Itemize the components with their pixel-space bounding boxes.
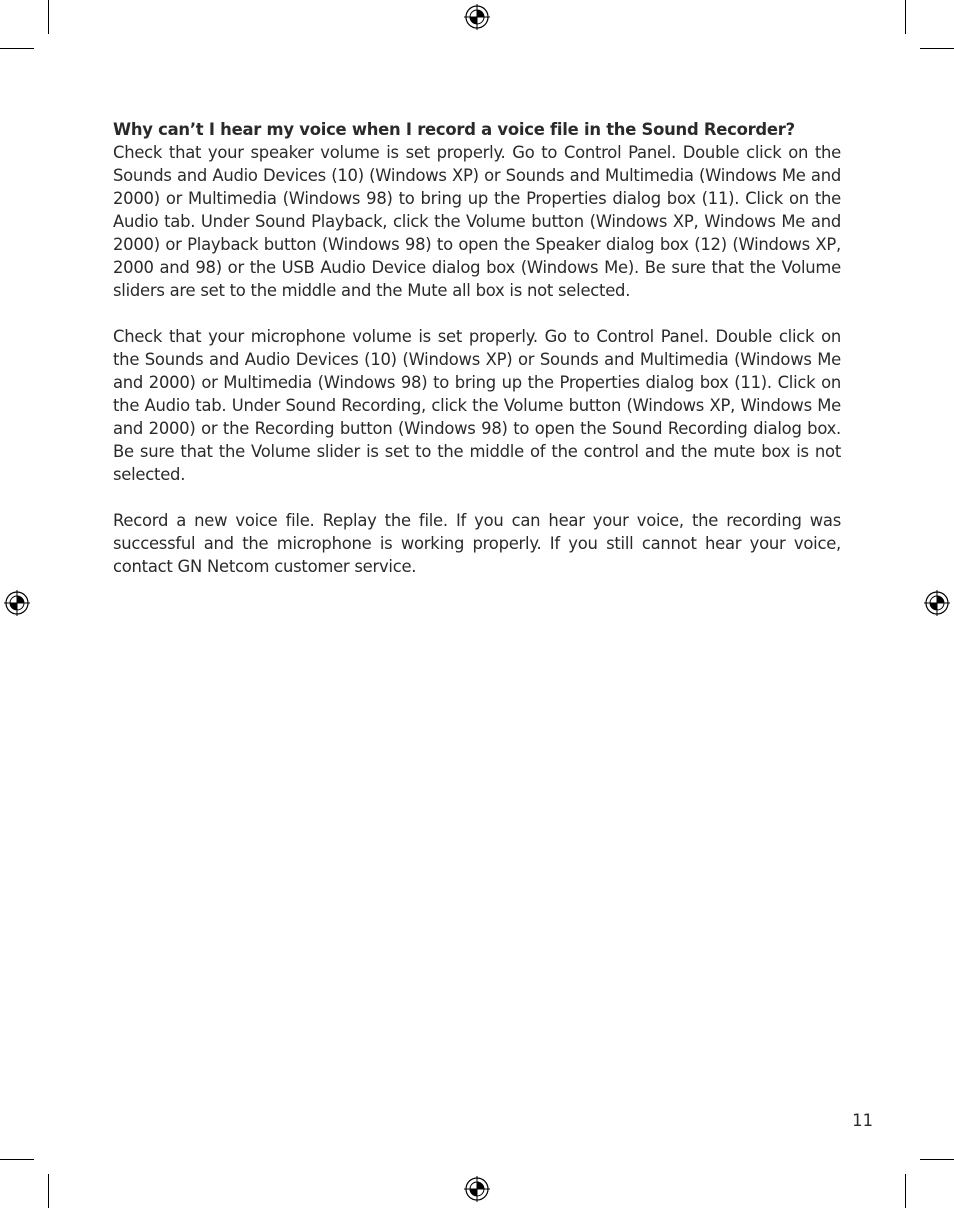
paragraph-record-test: Record a new voice file. Replay the file. If you can hear your voice, the recording was successful and the microphone is working properly. If you still cannot hear your voice, contact GN Netcom customer service.	[113, 511, 841, 576]
registration-mark-icon	[464, 1176, 490, 1202]
crop-mark-top-right-vertical	[905, 0, 906, 34]
page-number: 11	[852, 1111, 873, 1130]
registration-mark-icon	[464, 4, 490, 30]
registration-mark-icon	[4, 590, 30, 616]
paragraph-speaker-volume: Check that your speaker volume is set properly. Go to Control Panel. Double click on the Sounds and Audio Devices (10) (Windows XP) or Sounds and Multimedia (Windows Me and 2000) or Multimedia (Windows 98) to bring up the Properties dialog box (11). Click on the Audio tab. Under Sound Playback, click the Volume button (Windows XP, Windows Me and 2000) or Playback button (Windows 98) to open the Speaker dialog box (12) (Windows XP, 2000 and 98) or the USB Audio Device dialog box (Windows Me). Be sure that the Volume sliders are set to the middle and the Mute all box is not selected.	[113, 143, 841, 300]
crop-mark-top-right-horizontal	[920, 48, 954, 49]
crop-mark-bottom-right-vertical	[905, 1174, 906, 1208]
faq-question-heading: Why can’t I hear my voice when I record a voice file in the Sound Recorder?	[113, 120, 795, 139]
crop-mark-bottom-left-vertical	[48, 1174, 49, 1208]
faq-content	[113, 118, 841, 578]
registration-mark-icon	[924, 590, 950, 616]
crop-mark-top-left-horizontal	[0, 48, 34, 49]
crop-mark-bottom-left-horizontal	[0, 1159, 34, 1160]
crop-mark-bottom-right-horizontal	[920, 1159, 954, 1160]
paragraph-microphone-volume: Check that your microphone volume is set properly. Go to Control Panel. Double click on the Sounds and Audio Devices (10) (Windows XP) or Sounds and Multimedia (Windows Me and 2000) or Multimedia (Windows 98) to bring up the Properties dialog box (11). Click on the Audio tab. Under Sound Recording, click the Volume button (Windows XP, Windows Me and 2000) or the Recording button (Windows 98) to open the Sound Recording dialog box. Be sure that the Volume slider is set to the middle of the control and the mute box is not selected.	[113, 327, 841, 484]
crop-mark-top-left-vertical	[48, 0, 49, 34]
